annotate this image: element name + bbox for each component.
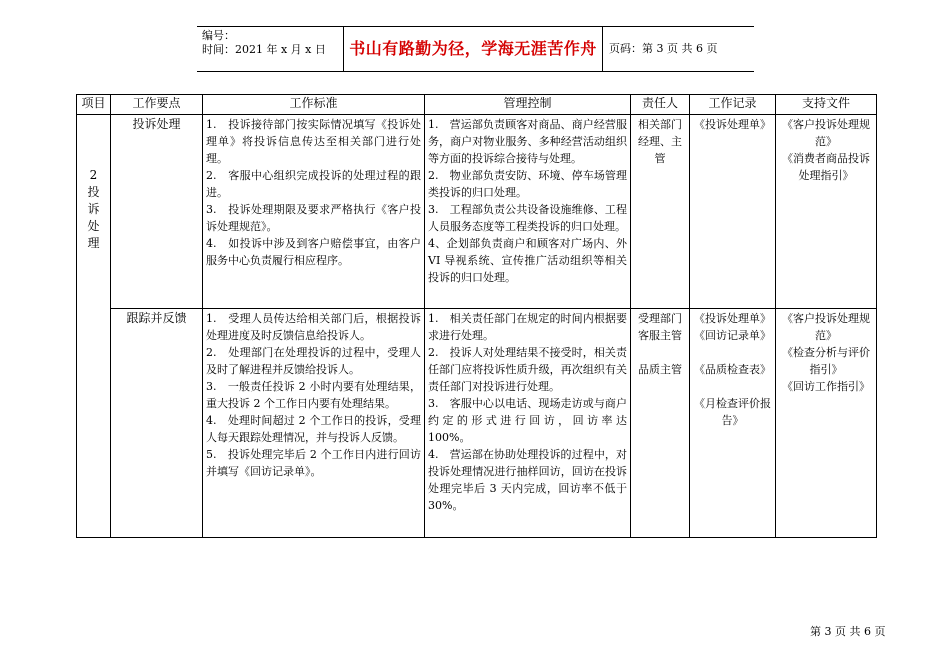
work-point: 投诉处理 [111,115,203,309]
spacer [693,378,772,395]
responsible-item: 品质主管 [638,363,682,376]
page-footer: 第 3 页 共 6 页 [810,625,886,638]
management-item: 4、企划部负责商户和顾客对广场内、外 VI 导视系统、宣传推广活动组织等相关投诉的归口处理。 [428,237,627,284]
standard-item: 2. 处理部门在处理投诉的过程中，受理人及时了解进程并反馈给投诉人。 [206,346,421,376]
spacer [693,344,772,361]
doc-item: 《检查分析与评价指引》 [782,346,870,376]
procedure-table [76,94,877,538]
spacer [634,344,686,361]
standard-item: 4. 处理时间超过 2 个工作日的投诉，受理人每天跟踪处理情况，并与投诉人反馈。 [206,414,421,444]
col-header-management: 管理控制 [425,95,631,115]
work-standard-cell [203,115,425,309]
standard-item: 1. 受理人员传达给相关部门后，根据投诉处理进度及时反馈信息给投诉人。 [206,312,421,342]
col-header-standard: 工作标准 [203,95,425,115]
col-header-docs: 支持文件 [776,95,877,115]
record-item: 《投诉处理单》 [694,312,771,325]
table-row [77,309,877,538]
responsible-item: 受理部门客服主管 [638,312,682,342]
records-cell [690,309,776,538]
record-item: 《月检查评价报告》 [694,397,771,427]
record-item: 《投诉处理单》 [694,118,771,131]
table-row [77,115,877,309]
col-header-point: 工作要点 [111,95,203,115]
doc-item: 《客户投诉处理规范》 [782,118,870,148]
header-meta [197,27,343,71]
work-standard-cell [203,309,425,538]
management-item: 2. 物业部负责安防、环境、停车场管理类投诉的归口处理。 [428,169,627,199]
standard-item: 4. 如投诉中涉及到客户赔偿事宜，由客户服务中心负责履行相应程序。 [206,237,421,267]
col-header-records: 工作记录 [690,95,776,115]
project-number: 2 [89,168,98,182]
serial-label: 编号： [202,29,235,42]
doc-item: 《消费者商品投诉处理指引》 [782,152,870,182]
doc-item: 《客户投诉处理规范》 [782,312,870,342]
page-label: 页码：第 3 页 共 6 页 [609,42,718,55]
standard-item: 3. 投诉处理期限及要求严格执行《客户投诉处理规范》。 [206,203,421,233]
management-item: 2. 投诉人对处理结果不接受时，相关责任部门应将投诉性质升级，再次组织有关责任部门对投诉进行处理。 [428,346,627,393]
project-cell [77,115,111,538]
management-item: 1. 营运部负责顾客对商品、商户经营服务，商户对物业服务、多种经营活动组织等方面的投诉综合接待与处理。 [428,118,627,165]
record-item: 《品质检查表》 [694,363,771,376]
responsible-cell [631,309,690,538]
docs-cell [776,115,877,309]
standard-item: 2. 客服中心组织完成投诉的处理过程的跟进。 [206,169,421,199]
doc-item: 《回访工作指引》 [782,380,870,393]
table-header-row [77,95,877,115]
management-cell [425,309,631,538]
work-point: 跟踪并反馈 [111,309,203,538]
project-char: 诉 [87,202,100,216]
col-header-project: 项目 [77,95,111,115]
standard-item: 1. 投诉接待部门按实际情况填写《投诉处理单》将投诉信息传达至相关部门进行处理。 [206,118,421,165]
management-cell [425,115,631,309]
record-item: 《回访记录单》 [694,329,771,342]
responsible-item: 相关部门经理、主管 [638,118,682,165]
col-header-responsible: 责任人 [631,95,690,115]
motto: 书山有路勤为径，学海无涯苦作舟 [343,27,603,71]
records-cell [690,115,776,309]
project-char: 理 [87,236,100,250]
management-item: 3. 工程部负责公共设备设施维修、工程人员服务态度等工程类投诉的归口处理。 [428,203,627,233]
page-header [197,26,754,72]
project-char: 投 [87,185,100,199]
management-item: 4. 营运部在协助处理投诉的过程中，对投诉处理情况进行抽样回访，回访在投诉处理完毕后 3 天内完成，回访率不低于 30%。 [428,448,627,512]
management-item: 1. 相关责任部门在规定的时间内根据要求进行处理。 [428,312,627,342]
management-item: 3. 客服中心以电话、现场走访或与商户约定的形式进行回访，回访率达 100%。 [428,397,627,444]
project-char: 处 [87,219,100,233]
docs-cell [776,309,877,538]
standard-item: 3. 一般责任投诉 2 小时内要有处理结果，重大投诉 2 个工作日内要有处理结果。 [206,380,421,410]
standard-item: 5. 投诉处理完毕后 2 个工作日内进行回访并填写《回访记录单》。 [206,448,421,478]
time-line: 时间：2021 年 x 月 x 日 [202,43,326,56]
responsible-cell [631,115,690,309]
